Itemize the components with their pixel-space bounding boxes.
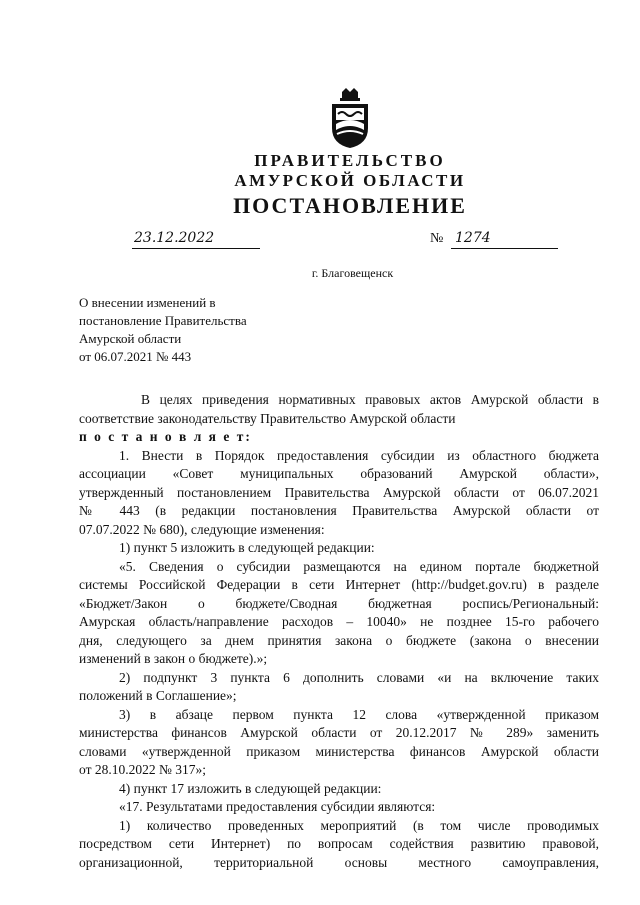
body-line: министерства финансов Амурской области от 20.12.2017 № 289» заменить — [79, 725, 599, 740]
coat-of-arms-emblem — [326, 86, 374, 150]
body-line: утвержденный постановлением Правительства Амурской области от 06.07.2021 — [79, 484, 599, 500]
body-line: от 28.10.2022 № 317»; — [79, 762, 206, 777]
document-body — [79, 391, 599, 872]
subject-line: О внесении изменений в — [79, 295, 216, 310]
body-line: 1. Внести в Порядок предоставления субсидии из областного бюджета — [119, 447, 599, 463]
body-line: дня, следующего за днем принятия закона о бюджете (закона о внесении — [79, 632, 599, 648]
org-name-line1: ПРАВИТЕЛЬСТВО — [254, 151, 446, 170]
subject-line: от 06.07.2021 № 443 — [79, 349, 192, 364]
preamble-line: В целях приведения нормативных правовых актов Амурской области в — [141, 392, 599, 407]
subject-line: Амурской области — [79, 331, 182, 346]
body-line: «17. Результатами предоставления субсидии являются: — [119, 799, 436, 814]
body-line: № 443 (в редакции постановления Правительства Амурской области от — [79, 503, 599, 518]
body-line: 1) количество проведенных мероприятий (в том числе проводимых — [119, 817, 599, 833]
body-line: «Бюджет/Закон о бюджете/Сводная бюджетная роспись/Региональный: — [79, 595, 599, 611]
body-line: 3) в абзаце первом пункта 12 слова «утвержденной приказом — [119, 706, 599, 722]
subject-line: постановление Правительства — [79, 313, 247, 328]
body-line: 1) пункт 5 изложить в следующей редакции: — [119, 540, 375, 555]
body-line: изменений в закон о бюджете).»; — [79, 651, 268, 666]
number-label: № — [430, 231, 444, 246]
document-date: 23.12.2022 — [132, 230, 260, 249]
body-line: «5. Сведения о субсидии размещаются на едином портале бюджетной — [119, 558, 599, 574]
org-name-line2: АМУРСКОЙ ОБЛАСТИ — [234, 171, 466, 190]
document-type-title: ПОСТАНОВЛЕНИЕ — [233, 193, 467, 218]
body-line: 4) пункт 17 изложить в следующей редакции: — [119, 780, 382, 796]
city-name: г. Благовещенск — [311, 266, 394, 280]
document-number: 1274 — [451, 230, 558, 249]
body-line: Амурская область/направление расходов – 10040» не позднее 15-го рабочего — [79, 614, 599, 629]
document-subject — [79, 294, 247, 366]
body-line: положений в Соглашение»; — [79, 688, 237, 703]
body-line: 2) подпункт 3 пункта 6 дополнить словами «и на включение таких — [119, 669, 599, 685]
body-line: словами «утвержденной приказом министерства финансов Амурской области — [79, 743, 599, 759]
resolution-keyword: п о с т а н о в л я е т: — [79, 429, 252, 444]
body-line: 07.07.2022 № 680), следующие изменения: — [79, 521, 325, 537]
body-line: ассоциации «Совет муниципальных образований Амурской области», — [79, 466, 599, 481]
body-line: посредством сети Интернет) по вопросам содействия развитию правовой, — [79, 836, 599, 851]
body-line: организационной, территориальной основы местного самоуправления, — [79, 854, 599, 870]
body-line: системы Российской Федерации в сети Интернет (http://budget.gov.ru) в разделе — [79, 577, 599, 592]
preamble-line: соответствие законодательству Правительство Амурской области — [79, 410, 456, 426]
